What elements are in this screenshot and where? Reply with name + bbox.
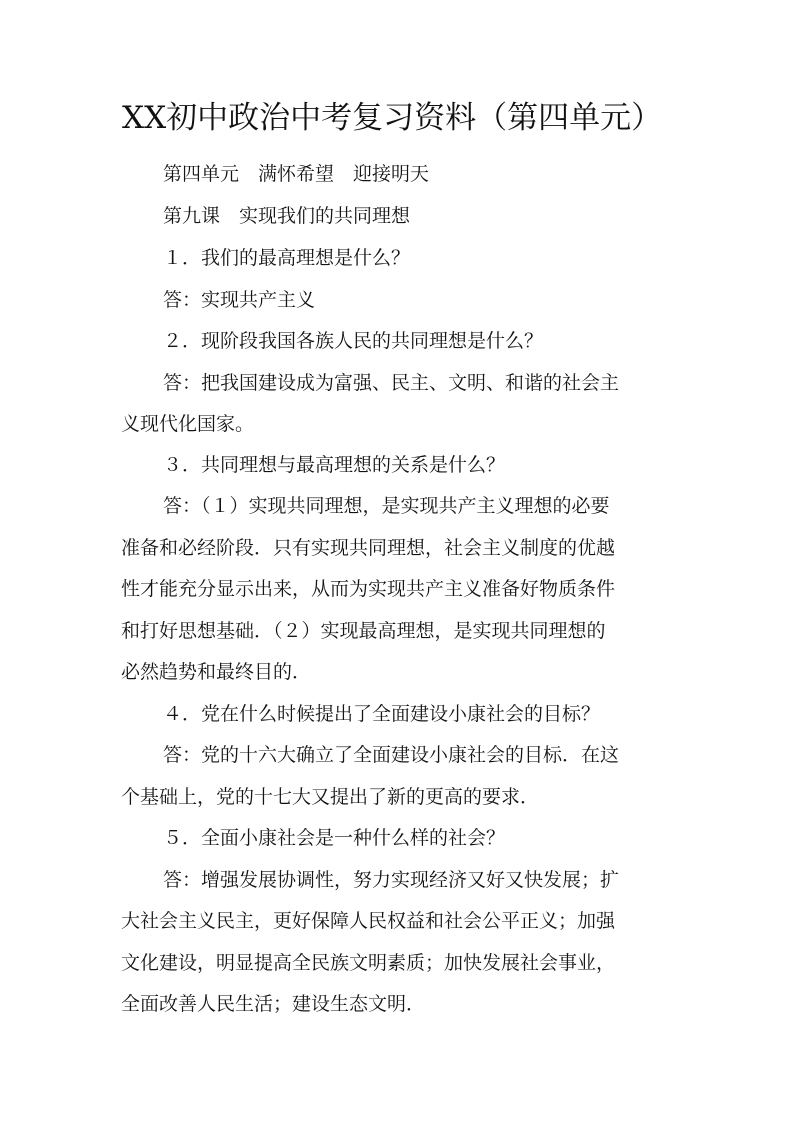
- answer-3-line-1: 答：（１）实现共同理想，是实现共产主义理想的必要: [163, 495, 610, 517]
- answer-5-line-4: 全面改善人民生活；建设生态文明．: [121, 993, 426, 1015]
- answer-3-line-5: 必然趋势和最终目的．: [121, 661, 312, 683]
- answer-4-line-1: 答：党的十六大确立了全面建设小康社会的目标．在这: [163, 744, 620, 766]
- answer-1: 答：实现共产主义: [163, 289, 316, 311]
- question-1: １．我们的最高理想是什么？: [163, 247, 411, 269]
- question-3: ３．共同理想与最高理想的关系是什么？: [163, 454, 506, 476]
- question-4: ４．党在什么时候提出了全面建设小康社会的目标？: [163, 703, 601, 725]
- answer-2-line-2: 义现代化国家。: [121, 413, 255, 435]
- answer-5-line-2: 大社会主义民主，更好保障人民权益和社会公平正义；加强: [121, 910, 616, 932]
- answer-5-line-1: 答：增强发展协调性，努力实现经济又好又快发展；扩: [163, 869, 620, 891]
- unit-heading: 第四单元 满怀希望 迎接明天: [163, 163, 430, 185]
- lesson-heading: 第九课 实现我们的共同理想: [163, 205, 411, 227]
- question-2: ２．现阶段我国各族人民的共同理想是什么？: [163, 330, 544, 352]
- answer-3-line-4: 和打好思想基础．（２）实现最高理想，是实现共同理想的: [121, 620, 606, 642]
- question-5: ５．全面小康社会是一种什么样的社会？: [163, 827, 506, 849]
- answer-3-line-3: 性才能充分显示出来，从而为实现共产主义准备好物质条件: [121, 578, 616, 600]
- answer-5-line-3: 文化建设，明显提高全民族文明素质；加快发展社会事业，: [121, 952, 616, 974]
- answer-4-line-2: 个基础上，党的十七大又提出了新的更高的要求．: [121, 786, 540, 808]
- document-title: XX初中政治中考复习资料（第四单元）: [122, 100, 663, 136]
- answer-3-line-2: 准备和必经阶段．只有实现共同理想，社会主义制度的优越: [121, 537, 616, 559]
- answer-2-line-1: 答：把我国建设成为富强、民主、文明、和谐的社会主: [163, 372, 620, 394]
